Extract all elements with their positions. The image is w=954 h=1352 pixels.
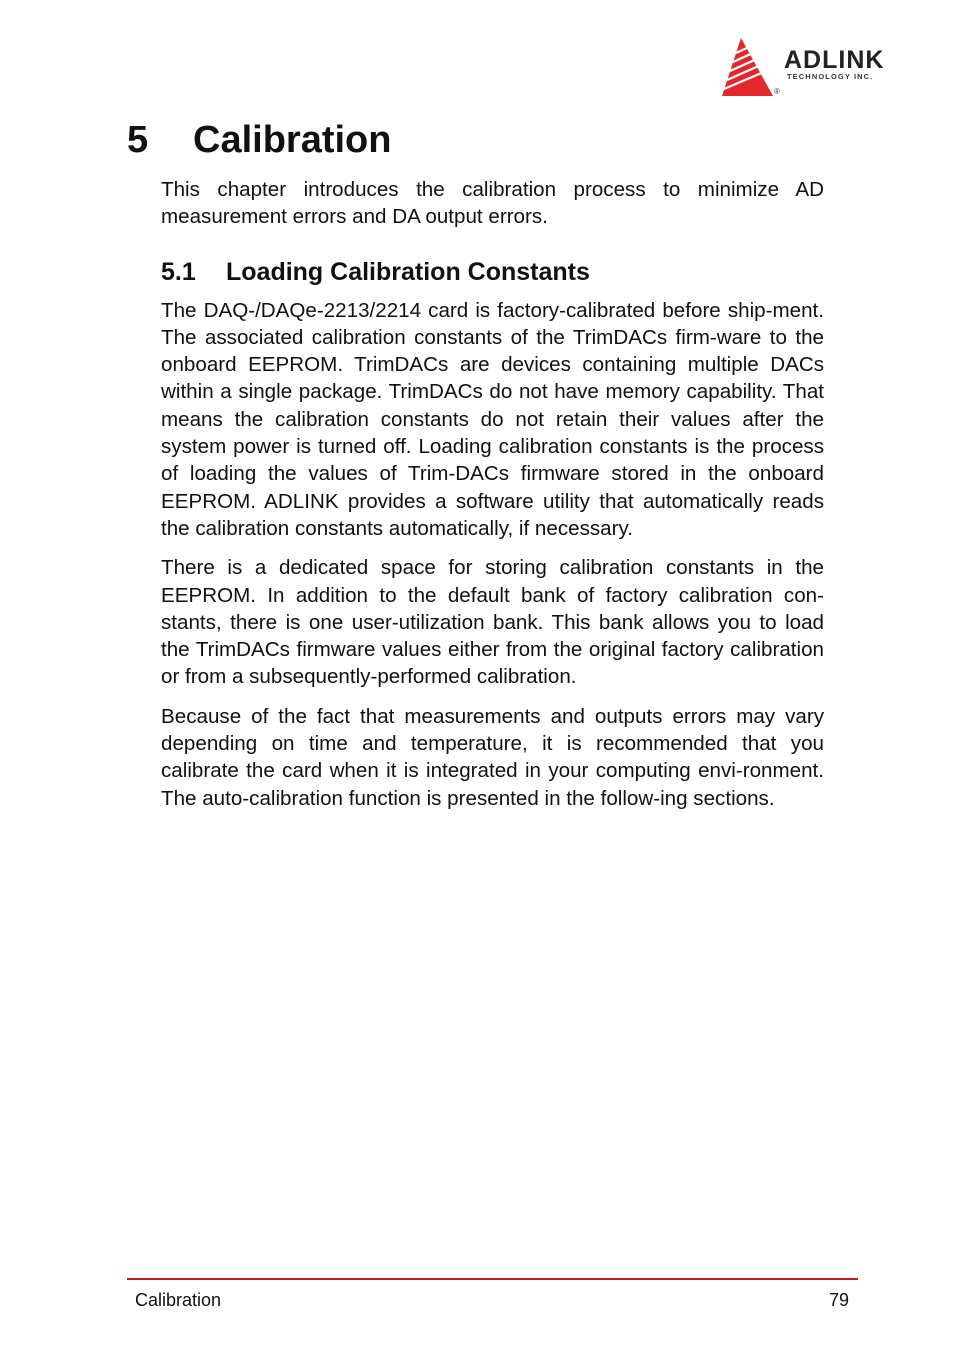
section-heading	[161, 257, 824, 287]
logo-wordmark: ADLINK	[784, 46, 885, 74]
chapter-number: 5	[127, 119, 149, 161]
adlink-triangle-icon	[718, 34, 782, 100]
chapter-heading	[127, 116, 391, 164]
chapter-body	[161, 176, 824, 824]
body-paragraph: The DAQ-/DAQe-2213/2214 card is factory-calibrated before ship-ment. The associated calibration constants of the TrimDACs firm-ware to the onboard EEPROM. TrimDACs are devices containing multiple DACs within a single package. TrimDACs do not have memory capability. That means the calibration constants do not retain their values after the system power is turned off. Loading calibration constants is the process of loading the values of Trim-DACs firmware stored in the onboard EEPROM. ADLINK provides a software utility that automatically reads the calibration constants automatically, if necessary.	[161, 298, 824, 540]
chapter-intro-paragraph: This chapter introduces the calibration process to minimize AD measurement errors and DA output errors.	[161, 178, 824, 229]
body-paragraph: Because of the fact that measurements and outputs errors may vary depending on time and temperature, it is recommended that you calibrate the card when it is integrated in your computing envi-ronment. The auto-calibration function is presented in the follow-ing sections.	[161, 704, 824, 810]
footer-divider	[127, 1278, 858, 1280]
footer-chapter-label: Calibration	[135, 1290, 222, 1310]
section-title: Loading Calibration Constants	[226, 257, 590, 286]
section-number: 5.1	[161, 257, 196, 286]
logo-tagline: TECHNOLOGY INC.	[787, 72, 874, 81]
body-paragraph: There is a dedicated space for storing calibration constants in the EEPROM. In addition to the default bank of factory calibration con-stants, there is one user-utilization bank. This bank allows you to load the TrimDACs firmware values either from the original factory calibration or from a subsequently-performed calibration.	[161, 556, 824, 689]
page-number: 79	[828, 1290, 849, 1310]
adlink-logo	[718, 34, 918, 100]
registered-mark: ®	[774, 87, 780, 96]
chapter-title: Calibration	[193, 119, 392, 161]
